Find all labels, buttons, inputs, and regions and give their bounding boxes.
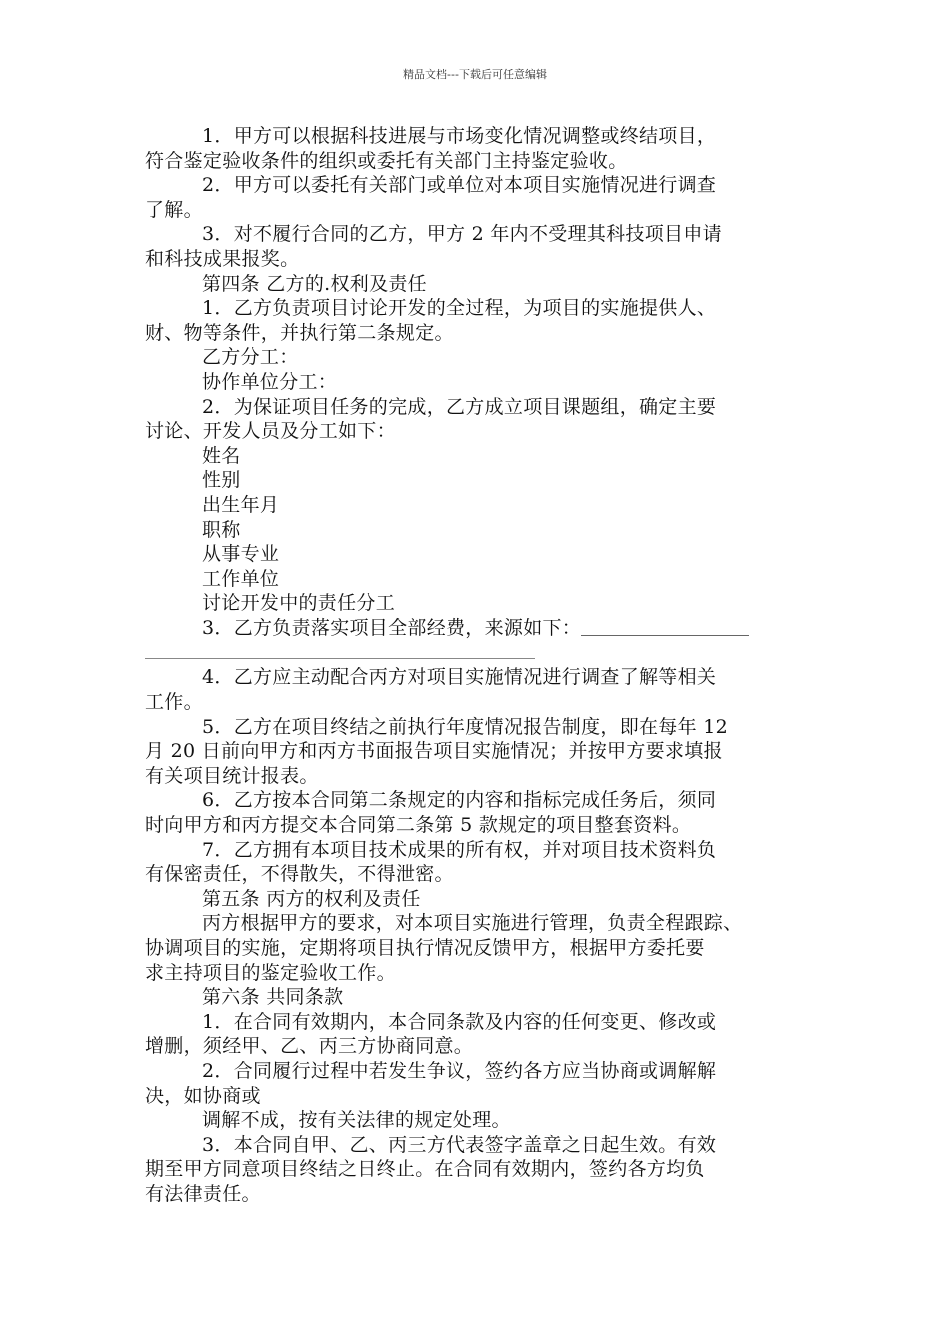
text-block-2 (145, 665, 810, 1206)
text-line: 职称 (202, 518, 241, 541)
text-line: 协作单位分工： (202, 370, 338, 393)
text-line: 讨论、开发人员及分工如下： (145, 420, 396, 443)
text-line: 6．乙方按本合同第二条规定的内容和指标完成任务后，须同 (202, 789, 717, 812)
text-line: 第四条 乙方的.权利及责任 (202, 272, 427, 295)
text-line: 时向甲方和丙方提交本合同第二条第 5 款规定的项目整套资料。 (145, 814, 692, 837)
text-line: 3．对不履行合同的乙方，甲方 2 年内不受理其科技项目申请 (202, 223, 722, 246)
text-line: 有关项目统计报表。 (145, 764, 319, 787)
text-line: 协调项目的实施，定期将项目执行情况反馈甲方，根据甲方委托要 (145, 937, 705, 959)
text-line: 调解不成，按有关法律的规定处理。 (202, 1109, 511, 1132)
text-line: 5．乙方在项目终结之前执行年度情况报告制度，即在每年 12 (202, 715, 729, 738)
text-line: 财、物等条件，并执行第二条规定。 (145, 321, 454, 344)
text-line: 1．乙方负责项目讨论开发的全过程，为项目的实施提供人、 (202, 297, 717, 320)
text-line: 姓名 (202, 444, 241, 467)
page-header: 精品文档---下载后可任意编辑 (403, 68, 547, 81)
text-line: 和科技成果报奖。 (145, 247, 300, 270)
text-line: 2．合同履行过程中若发生争议，签约各方应当协商或调解解 (202, 1059, 717, 1082)
text-line: 第五条 丙方的权利及责任 (202, 887, 421, 910)
text-line: 有保密责任，不得散失，不得泄密。 (145, 863, 454, 886)
text-line: 2．为保证项目任务的完成，乙方成立项目课题组，确定主要 (202, 395, 717, 418)
text-line: 从事专业 (202, 543, 280, 566)
text-line: 乙方分工： (202, 346, 299, 369)
text-line: 了解。 (145, 198, 203, 221)
text-line: 期至甲方同意项目终结之日终止。在合同有效期内，签约各方均负 (145, 1158, 705, 1181)
text-line: 工作单位 (202, 567, 280, 590)
text-line: 性别 (202, 469, 241, 492)
text-line: 出生年月 (202, 493, 280, 516)
text-line: 求主持项目的鉴定验收工作。 (145, 961, 396, 984)
text-line: 3．本合同自甲、乙、丙三方代表签字盖章之日起生效。有效 (202, 1133, 717, 1156)
text-line: 增删，须经甲、乙、丙三方协商同意。 (145, 1035, 474, 1058)
funding-line (145, 616, 810, 641)
text-line: 月 20 日前向甲方和丙方书面报告项目实施情况；并按甲方要求填报 (145, 740, 723, 763)
text-line: 7．乙方拥有本项目技术成果的所有权，并对项目技术资料负 (202, 838, 717, 861)
text-line: 1．甲方可以根据科技进展与市场变化情况调整或终结项目， (202, 125, 717, 147)
text-line: 丙方根据甲方的要求，对本项目实施进行管理，负责全程跟踪、 (202, 912, 743, 935)
text-line: 决，如协商或 (145, 1084, 261, 1107)
funding-blank-continued (145, 640, 535, 659)
text-line: 2．甲方可以委托有关部门或单位对本项目实施情况进行调查 (202, 174, 717, 197)
funding-blank (581, 617, 749, 636)
text-line: 第六条 共同条款 (202, 986, 344, 1009)
text-line: 讨论开发中的责任分工 (202, 592, 396, 615)
text-line: 工作。 (145, 691, 203, 714)
text-line: 有法律责任。 (145, 1182, 261, 1205)
text-line: 4．乙方应主动配合丙方对项目实施情况进行调查了解等相关 (202, 666, 717, 689)
text-line: 符合鉴定验收条件的组织或委托有关部门主持鉴定验收。 (145, 149, 628, 172)
text-line: 1．在合同有效期内，本合同条款及内容的任何变更、修改或 (202, 1010, 717, 1033)
document-body (145, 124, 810, 1207)
text-block-1 (145, 124, 810, 616)
funding-line-text: 3．乙方负责落实项目全部经费，来源如下： (202, 616, 582, 639)
